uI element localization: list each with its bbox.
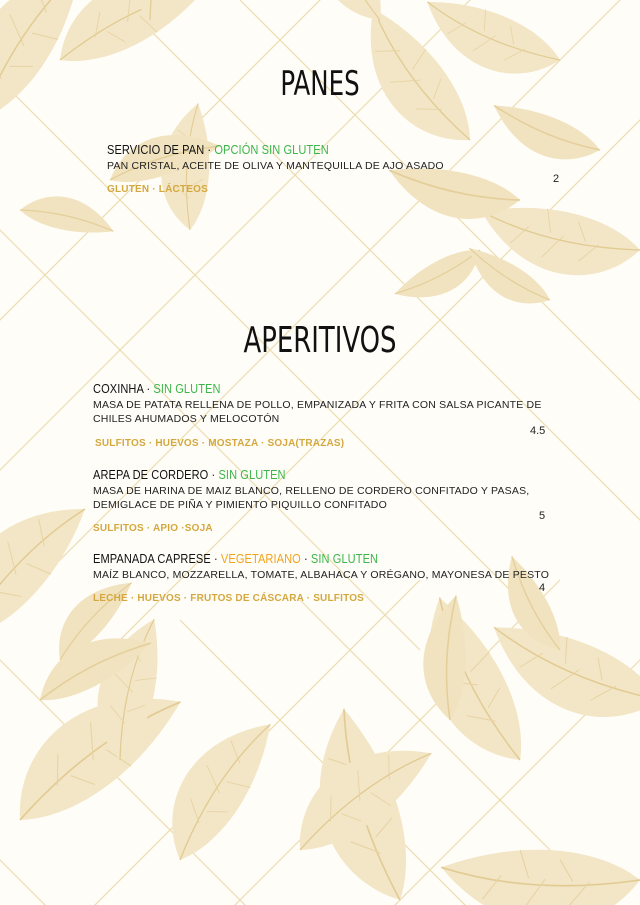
section-title-panes: PANES — [280, 64, 360, 104]
section-title-aperitivos: APERITIVOS — [243, 320, 397, 361]
item-allergens: LECHE · HUEVOS · FRUTOS DE CÁSCARA · SULFITOS — [93, 593, 365, 604]
item-name: EMPANADA CAPRESE — [93, 551, 211, 566]
item-heading: COXINHA · SIN GLUTEN — [93, 381, 221, 396]
item-allergens: SULFITOS · HUEVOS · MOSTAZA · SOJA(TRAZAS) — [95, 438, 345, 449]
menu-item-coxinha — [93, 381, 542, 449]
item-description: MASA DE PATATA RELLENA DE POLLO, EMPANIZADA Y FRITA CON SALSA PICANTE DE CHILES AHUMADOS Y MELOCOTÓN — [93, 399, 542, 425]
item-price: 4 — [539, 582, 546, 594]
tag-vegetarian: VEGETARIANO — [220, 551, 301, 566]
tag-gluten-free: OPCIÓN SIN GLUTEN — [214, 142, 329, 157]
item-description: PAN CRISTAL, ACEITE DE OLIVA Y MANTEQUILLA DE AJO ASADO — [107, 160, 444, 172]
item-description: MAÍZ BLANCO, MOZZARELLA, TOMATE, ALBAHACA Y ORÉGANO, MAYONESA DE PESTO — [93, 569, 550, 581]
item-name: COXINHA — [93, 381, 144, 396]
item-heading: SERVICIO DE PAN · OPCIÓN SIN GLUTEN — [107, 142, 329, 157]
item-description: MASA DE HARINA DE MAIZ BLANCO, RELLENO DE CORDERO CONFITADO Y PASAS, DEMIGLACE DE PIÑA Y PIMIENTO PIQUILLO CONFITADO — [93, 485, 530, 511]
tag-gluten-free: SIN GLUTEN — [153, 381, 221, 396]
tag-gluten-free: SIN GLUTEN — [310, 551, 379, 566]
item-name: SERVICIO DE PAN — [107, 142, 205, 157]
item-heading: AREPA DE CORDERO · SIN GLUTEN — [93, 467, 286, 482]
menu-item-empanada-caprese — [93, 551, 549, 604]
menu-item-servicio-de-pan — [107, 142, 444, 195]
tag-gluten-free: SIN GLUTEN — [218, 467, 286, 482]
item-price: 2 — [553, 173, 560, 185]
item-price: 4.5 — [530, 425, 546, 437]
item-heading: EMPANADA CAPRESE · VEGETARIANO · SIN GLUTEN — [93, 551, 379, 566]
menu-item-arepa-de-cordero — [93, 467, 529, 534]
item-allergens: GLUTEN · LÁCTEOS — [107, 184, 208, 195]
item-price: 5 — [539, 510, 546, 522]
item-name: AREPA DE CORDERO — [93, 467, 209, 482]
item-allergens: SULFITOS · APIO ·SOJA — [93, 523, 213, 534]
